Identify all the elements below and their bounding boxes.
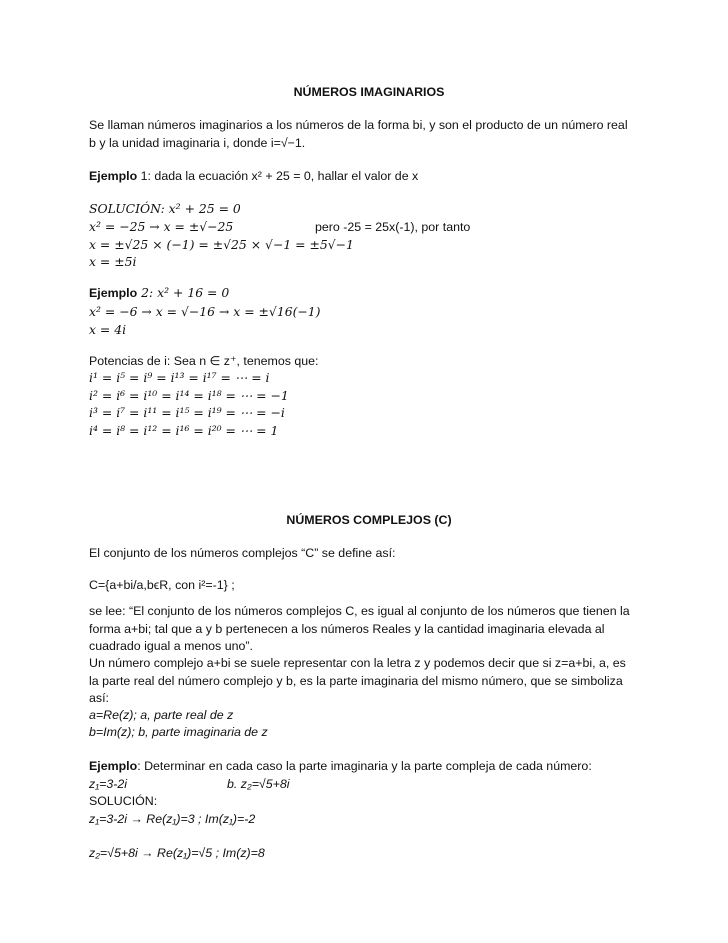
ejemplo3-z2: b. z₂=√5+8i xyxy=(227,777,290,791)
ejemplo1-result: x = ±5i xyxy=(89,254,137,269)
ejemplo3-text: : Determinar en cada caso la parte imaginaria y la parte compleja de cada número: xyxy=(137,759,592,773)
ejemplo3-heading xyxy=(89,758,592,774)
potencias-line-3: i³ = i⁷ = i¹¹ = i¹⁵ = i¹⁹ = ⋯ = −i xyxy=(89,405,285,420)
ejemplo1-label: Ejemplo xyxy=(89,169,138,183)
ejemplo2-result: x = 4i xyxy=(89,322,127,337)
ejemplo1-solucion: SOLUCIÓN: x² + 25 = 0 xyxy=(89,201,241,216)
potencias-line-2: i² = i⁶ = i¹⁰ = i¹⁴ = i¹⁸ = ⋯ = −1 xyxy=(89,388,289,403)
potencias-line-4: i⁴ = i⁸ = i¹² = i¹⁶ = i²⁰ = ⋯ = 1 xyxy=(89,423,279,438)
title-imaginarios: NÚMEROS IMAGINARIOS xyxy=(293,85,445,99)
ejemplo1-heading xyxy=(89,168,418,184)
title-complejos: NÚMEROS COMPLEJOS (C) xyxy=(286,513,452,527)
ejemplo2-step1: x² = −6 → x = √−16 → x = ±√16(−1) xyxy=(89,304,321,319)
ejemplo3-label: Ejemplo xyxy=(89,759,138,773)
ejemplo2-heading xyxy=(89,285,229,301)
ejemplo1-step1-note: pero -25 = 25x(-1), por tanto xyxy=(315,220,471,234)
complejos-parte-imaginaria: b=Im(z); b, parte imaginaria de z xyxy=(89,725,268,739)
potencias-heading: Potencias de i: Sea n ∈ z⁺, tenemos que: xyxy=(89,354,319,368)
ejemplo1-step1: x² = −25 → x = ±√−25 xyxy=(89,219,234,234)
ejemplo1-text: 1: dada la ecuación x² + 25 = 0, hallar el valor de x xyxy=(137,169,419,183)
ejemplo2-text: 2: x² + 16 = 0 xyxy=(137,285,230,300)
complejos-representacion: Un número complejo a+bi se suele representar con la letra z y podemos decir que si z=a+bi, a, es la parte real del número complejo y b, es la parte imaginaria del mismo número, que se simboliza así: xyxy=(89,656,626,705)
ejemplo3-result-2: z₂=√5+8i → Re(z₁)=√5 ; Im(z)=8 xyxy=(89,846,265,860)
ejemplo3-result-1: z₁=3-2i → Re(z₁)=3 ; Im(z₁)=-2 xyxy=(89,812,256,826)
ejemplo3-solucion: SOLUCIÓN: xyxy=(89,794,158,808)
ejemplo3-z1: z₁=3-2i xyxy=(89,777,128,791)
ejemplo1-step2: x = ±√25 × (−1) = ±√25 × √−1 = ±5√−1 xyxy=(89,237,354,252)
complejos-lectura: se lee: “El conjunto de los números complejos C, es igual al conjunto de los números que tienen la forma a+bi; tal que a y b pertenecen a los números Reales y la cantidad imaginaria elevada al cuadrado igual a menos uno”. xyxy=(89,604,630,653)
intro-line-2: b y la unidad imaginaria i, donde i=√−1. xyxy=(89,136,306,150)
ejemplo2-label: Ejemplo xyxy=(89,286,138,300)
potencias-line-1: i¹ = i⁵ = i⁹ = i¹³ = i¹⁷ = ⋯ = i xyxy=(89,370,270,385)
complejos-definition: El conjunto de los números complejos “C” se define así: xyxy=(89,546,396,560)
complejos-set: C={a+bi/a,bϵR, con i²=-1} ; xyxy=(89,578,235,592)
intro-line-1: Se llaman números imaginarios a los números de la forma bi, y son el producto de un número real xyxy=(89,118,628,132)
complejos-parte-real: a=Re(z); a, parte real de z xyxy=(89,708,234,722)
